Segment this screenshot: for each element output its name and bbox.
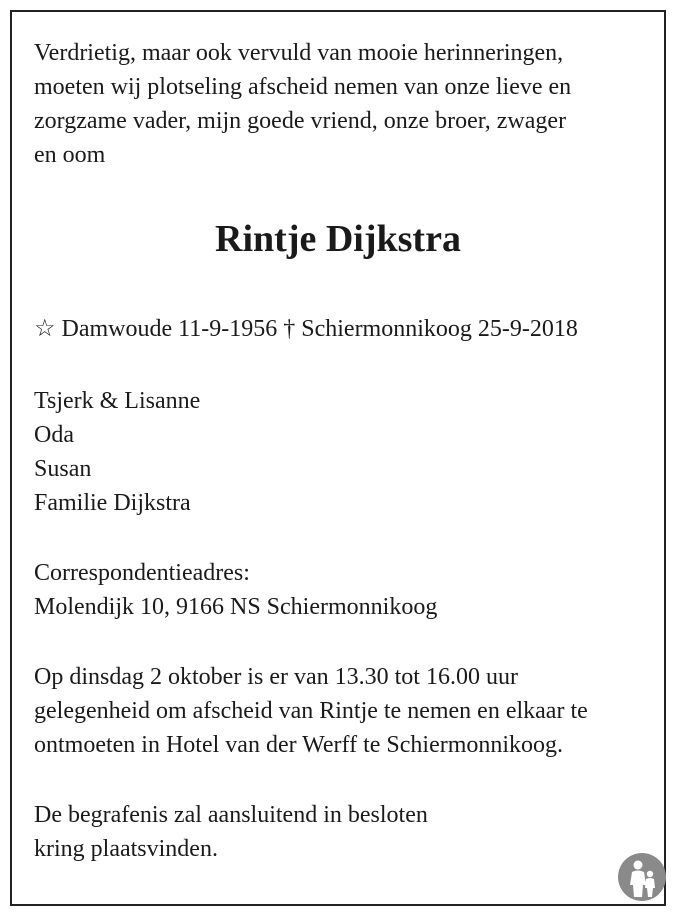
obituary-notice bbox=[34, 36, 644, 866]
intro-line: zorgzame vader, mijn goede vriend, onze broer, zwager bbox=[34, 108, 567, 134]
memorial-figures-icon bbox=[617, 852, 667, 902]
funeral-text bbox=[34, 798, 644, 866]
correspondence-label: Correspondentieadres: bbox=[34, 560, 250, 586]
funeral-line: kring plaatsvinden. bbox=[34, 836, 218, 862]
family-member: Susan bbox=[34, 456, 92, 482]
correspondence-block bbox=[34, 556, 644, 624]
family-list bbox=[34, 384, 644, 520]
birth-death-dates: ☆ Damwoude 11-9-1956 † Schiermonnikoog 25-9-2018 bbox=[34, 316, 578, 342]
intro-line: moeten wij plotseling afscheid nemen van onze lieve en bbox=[34, 74, 572, 100]
correspondence-address: Molendijk 10, 9166 NS Schiermonnikoog bbox=[34, 594, 438, 620]
intro-line: Verdrietig, maar ook vervuld van mooie herinneringen, bbox=[34, 40, 564, 66]
visitation-line: ontmoeten in Hotel van der Werff te Schiermonnikoog. bbox=[34, 732, 564, 758]
intro-text bbox=[34, 36, 644, 172]
visitation-line: gelegenheid om afscheid van Rintje te nemen en elkaar te bbox=[34, 698, 588, 724]
visitation-text bbox=[34, 660, 644, 762]
family-member: Oda bbox=[34, 422, 74, 448]
family-member: Familie Dijkstra bbox=[34, 490, 191, 516]
deceased-name: Rintje Dijkstra bbox=[215, 218, 461, 260]
intro-line: en oom bbox=[34, 142, 106, 168]
funeral-line: De begrafenis zal aansluitend in besloten bbox=[34, 802, 428, 828]
family-member: Tsjerk & Lisanne bbox=[34, 388, 201, 414]
visitation-line: Op dinsdag 2 oktober is er van 13.30 tot 16.00 uur bbox=[34, 664, 518, 690]
